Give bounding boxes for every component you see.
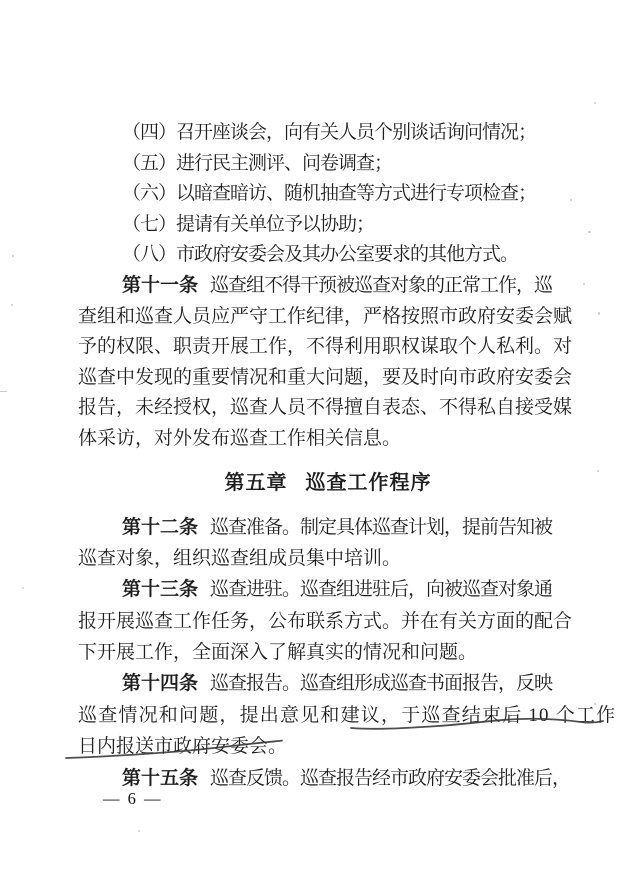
article-text: 巡查进驻。巡查组进驻后，向被巡查对象通 xyxy=(210,579,553,601)
article-11-line: 体采访，对外发布巡查工作相关信息。 xyxy=(78,427,402,449)
scan-speck xyxy=(22,587,24,589)
article-12-line: 巡查对象，组织巡查组成员集中培训。 xyxy=(78,547,402,569)
page-number: — 6 — xyxy=(103,789,163,808)
scan-speck xyxy=(12,255,14,257)
document-body xyxy=(78,118,617,794)
article-number: 第十二条 xyxy=(122,516,199,538)
article-13-line: 报开展巡查工作任务，公布联系方式。并在有关方面的配合 xyxy=(78,610,573,632)
scan-speck xyxy=(594,102,596,104)
article-number: 第十五条 xyxy=(122,767,199,789)
chapter-number: 第五章 xyxy=(224,471,288,494)
article-11-line: 报告，未经授权，巡查人员不得擅自表态、不得私自接受媒 xyxy=(78,397,573,419)
article-14-line: 巡查情况和问题，提出意见和建议，于巡查结束后 10 个工作 xyxy=(78,704,617,726)
scan-speck xyxy=(11,304,13,306)
article-11-line: 予的权限、职责开展工作，不得利用职权谋取个人私利。对 xyxy=(78,336,573,358)
article-14-line xyxy=(78,668,578,699)
scan-speck xyxy=(570,199,572,201)
list-item: （七）提请有关单位予以协助； xyxy=(122,213,375,235)
list-item: （五）进行民主测评、问卷调查； xyxy=(122,152,393,174)
chapter-title: 巡查工作程序 xyxy=(305,471,432,494)
scan-speck xyxy=(0,391,7,392)
article-11-line xyxy=(78,271,578,302)
article-13-line xyxy=(78,574,578,605)
scan-speck xyxy=(138,830,140,832)
article-text: 巡查反馈。巡查报告经市政府安委会批准后， xyxy=(210,767,571,789)
scan-speck xyxy=(594,703,596,705)
list-item: （六）以暗查暗访、随机抽查等方式进行专项检查； xyxy=(122,183,537,205)
article-14-line: 日内报送市政府安委会。 xyxy=(78,736,288,758)
list-item: （四）召开座谈会，向有关人员个别谈话询问情况； xyxy=(122,122,537,143)
article-12-line xyxy=(78,512,578,543)
article-text: 巡查组不得干预被巡查对象的正常工作，巡 xyxy=(210,274,553,296)
chapter-body xyxy=(78,512,617,795)
article-text: 巡查报告。巡查组形成巡查书面报告，反映 xyxy=(210,673,553,695)
list-item: （八）市政府安委会及其办公室要求的其他方式。 xyxy=(122,244,519,266)
article-11-line: 查组和巡查人员应严守工作纪律，严格按照市政府安委会赋 xyxy=(78,305,573,327)
article-11-line: 巡查中发现的重要情况和重大问题，要及时向市政府安委会 xyxy=(78,366,573,388)
scan-speck xyxy=(598,312,600,315)
article-number: 第十一条 xyxy=(122,274,199,296)
scan-speck xyxy=(588,231,591,233)
article-text: 巡查准备。制定具体巡查计划，提前告知被 xyxy=(210,516,553,538)
article-number: 第十四条 xyxy=(122,673,199,695)
scan-speck xyxy=(583,283,585,285)
article-number: 第十三条 xyxy=(122,579,199,601)
article-13-line: 下开展工作，全面深入了解真实的情况和问题。 xyxy=(78,642,478,664)
chapter-heading xyxy=(78,469,578,497)
scan-speck xyxy=(597,470,599,472)
